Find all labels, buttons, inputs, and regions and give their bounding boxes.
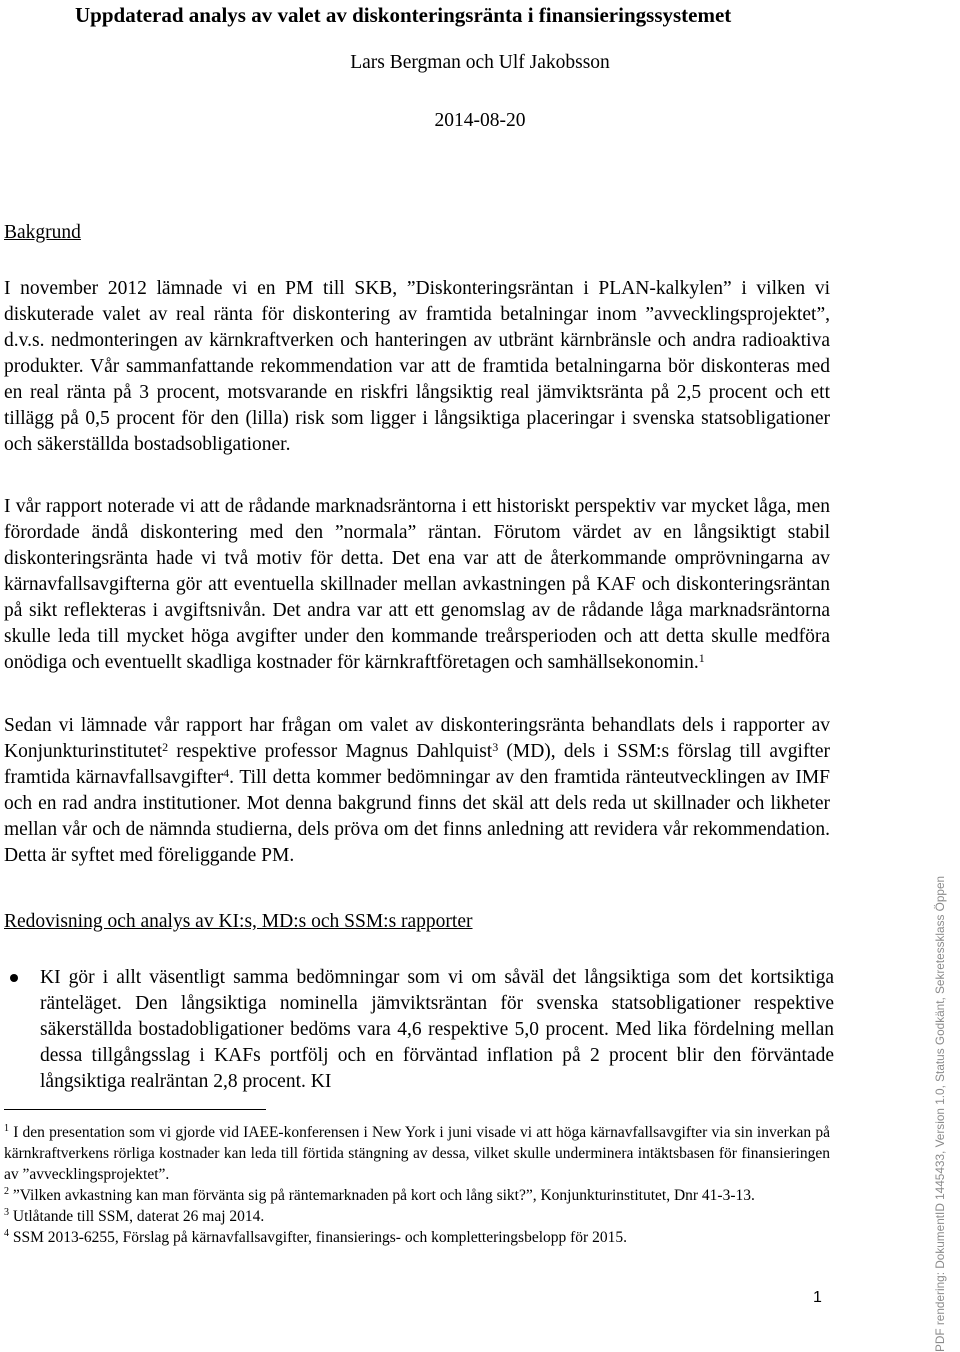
section-heading-bakgrund: Bakgrund bbox=[4, 222, 81, 243]
paragraph-1: I november 2012 lämnade vi en PM till SKB, ”Diskonteringsräntan i PLAN-kalkylen” i vilken vi diskuterade valet av real ränta för diskontering av framtida betalningar inom ”avvecklingsprojektet”, d.v.s. nedmonteringen av kärnkraftverken och hanteringen av utbränt kärnbränsle och andra radioaktiva produkter. Vår sammanfattande rekommendation var att de framtida betalningarna bör diskonteras med en real ränta på 3 procent, motsvarande en riskfri långsiktig real jämviktsränta på 2,5 procent och ett tillägg på 0,5 procent för den (lilla) risk som ligger i långsiktiga placeringar i svenska statsobligationer och säkerställda bostadsobligationer. bbox=[4, 278, 830, 455]
footnote-text: SSM 2013-6255, Förslag på kärnavfallsavgifter, finansierings- och kompletteringsbelopp för 2015. bbox=[9, 1229, 627, 1246]
footnote-text: Utlåtande till SSM, daterat 26 maj 2014. bbox=[9, 1208, 265, 1225]
footnote-divider bbox=[4, 1109, 266, 1110]
footnote-number: 2 bbox=[4, 1186, 9, 1197]
footnote-text: ”Vilken avkastning kan man förvänta sig på räntemarknaden på kort och lång sikt?”, Konjunkturinstitutet, Dnr 41-3-13. bbox=[9, 1187, 755, 1204]
paragraph-3 bbox=[4, 713, 830, 869]
paragraph-2 bbox=[4, 494, 830, 676]
section-heading-redovisning: Redovisning och analys av KI:s, MD:s och SSM:s rapporter bbox=[4, 911, 473, 932]
pdf-rendering-label: PDF rendering: DokumentID 1445433, Version 1.0, Status Godkänt, Sekretessklass Öppen bbox=[933, 875, 947, 1352]
paragraph-3-part2: respektive professor Magnus Dahlquist bbox=[168, 741, 493, 762]
paragraph-3-part4: . Till detta kommer bedömningar av den framtida ränteutvecklingen av IMF och en rad andra institutioner. Mot denna bakgrund finns det skäl att dels reda ut skillnader och likheter mellan vår och de nämnda studierna, dels pröva om det finns anledning att revidera vår rekommendation. Detta är syftet med föreliggande PM. bbox=[4, 767, 831, 866]
footnote-ref-2[interactable]: 2 bbox=[162, 740, 169, 754]
footnote-text: I den presentation som vi gjorde vid IAEE-konferensen i New York i juni visade vi att höga kärnavfallsavgifter via sin inverkan på kärnkraftverkens rörliga kostnader kan leda till förtida stängning av dessa, vilket skulle underminera intäktsbasen för finansieringen av ”avvecklingsprojektet”. bbox=[4, 1124, 830, 1183]
footnote-2 bbox=[4, 1185, 830, 1206]
footnote-ref-4[interactable]: 4 bbox=[223, 766, 230, 780]
paragraph-3-part3: (MD), dels i SSM:s förslag till avgifter framtida kärnavfallsavgifter bbox=[4, 741, 831, 788]
bullet-icon bbox=[10, 974, 18, 982]
authors: Lars Bergman och Ulf Jakobsson bbox=[350, 52, 610, 73]
bullet-list-item bbox=[4, 965, 834, 1095]
footnote-ref-1[interactable]: 1 bbox=[698, 651, 705, 665]
footnote-3 bbox=[4, 1206, 830, 1227]
document-title: Uppdaterad analys av valet av diskonteringsränta i finansieringssystemet bbox=[75, 3, 732, 27]
footnote-ref-3[interactable]: 3 bbox=[492, 740, 499, 754]
paragraph-3-part1: Sedan vi lämnade vår rapport har frågan om valet av diskonteringsränta behandlats dels i rapporter av Konjunkturinstitutet bbox=[4, 715, 830, 762]
footnote-4 bbox=[4, 1227, 830, 1248]
document-date: 2014-08-20 bbox=[434, 110, 526, 131]
footnotes bbox=[4, 1122, 830, 1248]
bullet-text: KI gör i allt väsentligt samma bedömningar som vi om såväl det långsiktiga som det kortsiktiga ränteläget. Den långsiktiga nominella jämviktsräntan för svenska statsobligationer respektive säkerställda bostadobligationer bedöms vara 4,6 respektive 5,0 procent. Med lika fördelning mellan dessa tillgångsslag i KAFs portfölj och en förväntad inflation på 2 procent blir den förväntade långsiktiga realräntan 2,8 procent. KI bbox=[40, 967, 834, 1092]
footnote-1 bbox=[4, 1122, 830, 1185]
footnote-number: 1 bbox=[4, 1123, 9, 1134]
footnote-number: 3 bbox=[4, 1207, 9, 1218]
page-number: 1 bbox=[813, 1289, 822, 1306]
paragraph-2-text: I vår rapport noterade vi att de rådande marknadsräntorna i ett historiskt perspektiv var mycket låga, men förordade ändå diskontering med den ”normala” räntan. Förutom värdet av en långsiktigt stabil diskonteringsränta hade vi två motiv för detta. Det ena var att de återkommande omprövningarna av kärnavfallsavgifterna gör att eventuella skillnader mellan avkastningen på KAF och diskonteringsräntan på sikt reflekteras i avgiftsnivån. Det andra var att ett genomslag av de rådande låga marknadsräntorna skulle leda till mycket höga avgifter under den kommande treårsperioden och att detta skulle medföra onödiga och eventuellt skadliga kostnader för kärnkraftföretagen och samhällsekonomin. bbox=[4, 496, 830, 673]
footnote-number: 4 bbox=[4, 1228, 9, 1239]
